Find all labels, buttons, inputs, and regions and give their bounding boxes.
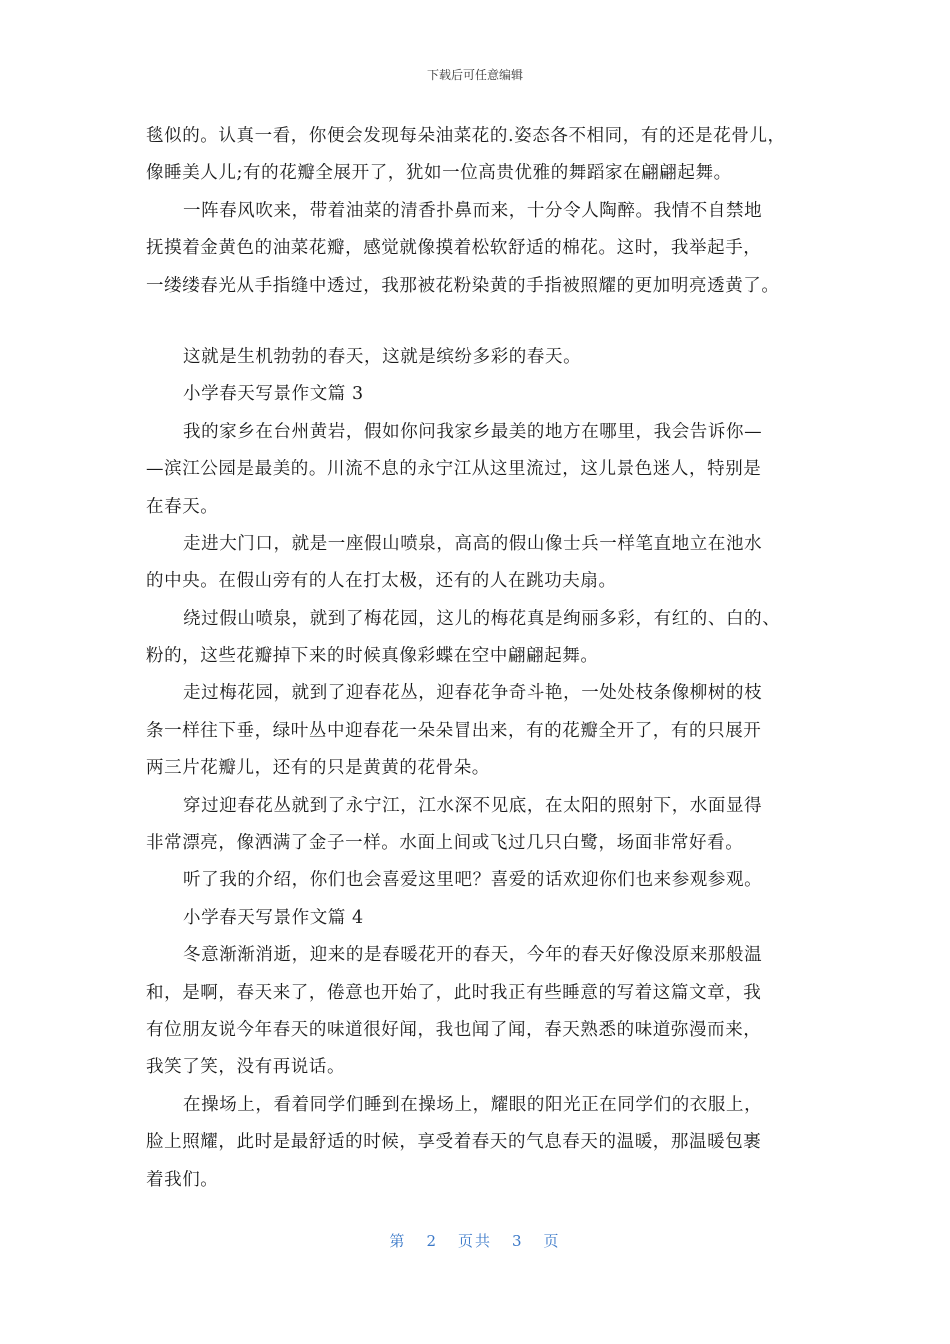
text-line: 小学春天写景作文篇 4 — [183, 907, 364, 928]
text-line: 走进大门口，就是一座假山喷泉，高高的假山像士兵一样笔直地立在池水 — [183, 533, 763, 554]
page-header: 下载后可任意编辑 — [426, 68, 523, 82]
text-line: 和，是啊，春天来了，倦意也开始了，此时我正有些睡意的写着这篇文章，我 — [146, 982, 762, 1003]
footer-current-page: 2 — [426, 1232, 438, 1250]
text-line: 有位朋友说今年春天的味道很好闻，我也闻了闻，春天熟悉的味道弥漫而来， — [146, 1019, 762, 1040]
text-line: 在操场上，看着同学们睡到在操场上，耀眼的阳光正在同学们的衣服上， — [183, 1094, 763, 1115]
text-line: 一阵春风吹来，带着油菜的清香扑鼻而来，十分令人陶醉。我情不自禁地 — [183, 200, 763, 221]
text-line: 两三片花瓣儿，还有的只是黄黄的花骨朵。 — [146, 758, 490, 779]
text-line: 粉的，这些花瓣掉下来的时候真像彩蝶在空中翩翩起舞。 — [146, 646, 599, 667]
text-line: 小学春天写景作文篇 3 — [183, 384, 364, 405]
text-line: 一缕缕春光从手指缝中透过，我那被花粉染黄的手指被照耀的更加明亮透黄了。 — [146, 275, 780, 296]
text-line: 在春天。 — [146, 496, 219, 517]
text-line: 抚摸着金黄色的油菜花瓣，感觉就像摸着松软舒适的棉花。这时，我举起手， — [146, 238, 762, 259]
text-line: 我笑了笑，没有再说话。 — [146, 1057, 346, 1078]
text-line: 冬意渐渐消逝，迎来的是春暖花开的春天，今年的春天好像没原来那般温 — [183, 945, 763, 966]
text-line: 这就是生机勃勃的春天，这就是缤纷多彩的春天。 — [183, 346, 582, 367]
text-line: 像睡美人儿;有的花瓣全展开了，犹如一位高贵优雅的舞蹈家在翩翩起舞。 — [146, 163, 732, 184]
text-line: 着我们。 — [146, 1169, 219, 1190]
text-line: 脸上照耀，此时是最舒适的时候，享受着春天的气息春天的温暖，那温暖包裹 — [146, 1132, 762, 1153]
page-footer — [0, 1230, 950, 1251]
text-line: 绕过假山喷泉，就到了梅花园，这儿的梅花真是绚丽多彩，有红的、白的、 — [183, 608, 781, 629]
text-line: 毯似的。认真一看，你便会发现每朵油菜花的.姿态各不相同，有的还是花骨儿， — [146, 126, 786, 146]
text-line: 条一样往下垂，绿叶丛中迎春花一朵朵冒出来，有的花瓣全开了，有的只展开 — [146, 720, 762, 741]
footer-suffix: 页 — [543, 1232, 561, 1250]
text-line: 的中央。在假山旁有的人在打太极，还有的人在跳功夫扇。 — [146, 571, 617, 592]
text-line: —滨江公园是最美的。川流不息的永宁江从这里流过，这儿景色迷人，特别是 — [146, 459, 762, 480]
document-body — [146, 118, 826, 1199]
text-line: 穿过迎春花丛就到了永宁江，江水深不见底，在太阳的照射下，水面显得 — [183, 795, 763, 816]
text-line: 走过梅花园，就到了迎春花丛，迎春花争奇斗艳，一处处枝条像柳树的枝 — [183, 683, 763, 704]
paragraph-gap — [146, 305, 826, 339]
text-line: 我的家乡在台州黄岩，假如你问我家乡最美的地方在哪里，我会告诉你— — [183, 421, 763, 442]
text-line: 听了我的介绍，你们也会喜爱这里吧？喜爱的话欢迎你们也来参观参观。 — [183, 870, 763, 891]
footer-middle: 页共 — [457, 1232, 492, 1250]
footer-prefix: 第 — [389, 1232, 407, 1250]
text-line: 非常漂亮，像洒满了金子一样。水面上间或飞过几只白鹭，场面非常好看。 — [146, 833, 744, 854]
footer-total-pages: 3 — [512, 1232, 524, 1250]
